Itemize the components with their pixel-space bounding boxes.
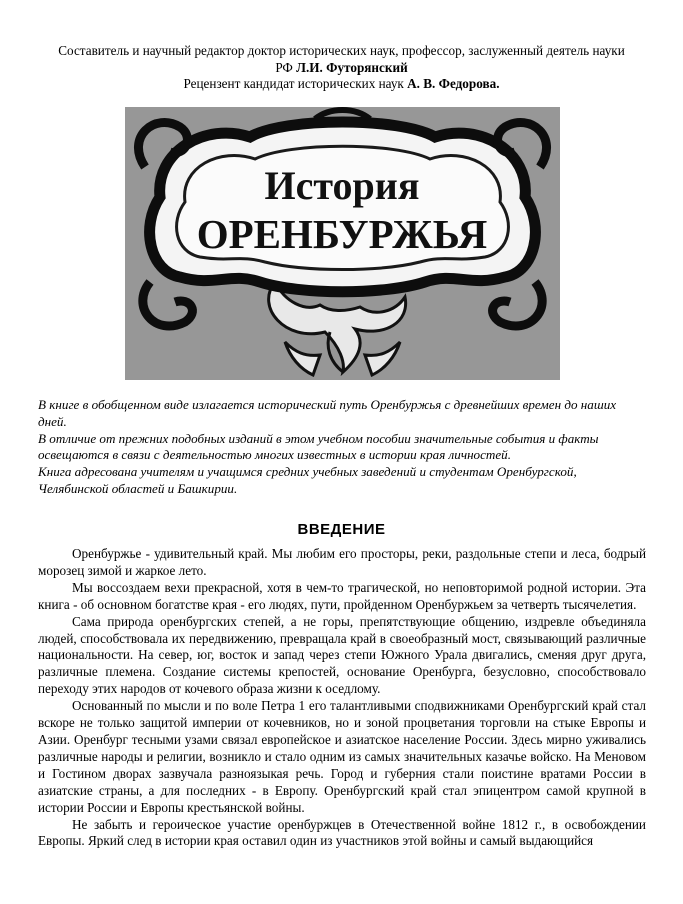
editor-name: Л.И. Футорянский xyxy=(296,59,408,75)
body-paragraph: Мы воссоздаем вехи прекрасной, хотя в чем-то трагической, но неповторимой родной истории. Эта книга - об основном богатстве края - его людях, пути, пройденном Оренбуржьем за четверть тысячелетия. xyxy=(38,579,646,612)
editor-name-line xyxy=(36,60,647,77)
editor-line: Составитель и научный редактор доктор исторических наук, профессор, заслуженный деятель науки xyxy=(58,43,625,58)
annotation-paragraph: В книге в обобщенном виде излагается исторический путь Оренбуржья с древнейших времен до наших дней. xyxy=(38,397,617,429)
annotation-paragraph: В отличие от прежних подобных изданий в этом учебном пособии значительные события и факты освещаются в связи с деятельностью многих известных в истории края личностей. xyxy=(38,430,599,463)
cover-title-line1: История xyxy=(264,163,420,208)
reviewer-line xyxy=(36,76,647,93)
cover-title-line2: ОРЕНБУРЖЬЯ xyxy=(196,211,488,257)
introduction-text xyxy=(38,546,646,850)
editor-name-prefix: РФ xyxy=(275,59,297,75)
book-annotation xyxy=(38,397,648,498)
annotation-paragraph: Книга адресована учителям и учащимся средних учебных заведений и студентам Оренбургской, Челябинской областей и Башкирии. xyxy=(38,464,577,496)
body-paragraph: Сама природа оренбургских степей, а не горы, препятствующие общению, издревле объединяла людей, способствовала их передвижению, превращала край в своеобразный мост, связывающий различные национальности. На север, юг, восток и запад через степи Южного Урала двигались, сменяя друг друга, различные племена. Создание системы крепостей, основание Оренбурга, безусловно, способствовало переходу этих народов от кочевого образа жизни к оседлому. xyxy=(38,613,646,697)
body-paragraph: Оренбуржье - удивительный край. Мы любим его просторы, реки, раздольные степи и леса, бодрый морозец зимой и жаркое лето. xyxy=(38,546,646,578)
section-heading: ВВЕДЕНИЕ xyxy=(297,521,386,538)
reviewer-prefix: Рецензент кандидат исторических наук xyxy=(183,76,408,91)
body-paragraph: Не забыть и героическое участие оренбуржцев в Отечественной войне 1812 г., в освобождении Европы. Яркий след в истории края оставил один из участников этой войны и самый выдающийся xyxy=(38,816,646,849)
cover-illustration xyxy=(125,107,560,380)
credits-block xyxy=(36,43,647,93)
body-paragraph: Основанный по мысли и по воле Петра 1 его талантливыми сподвижниками Оренбургский край стал вскоре не только защитой империи от кочевников, но и зоной процветания торговли на стыке Европы и Азии. Оренбург тесными узами связал европейское и азиатское население России. Здесь мирно уживались различные народы и религии, возникло и стало одним из самых значительных казачье войско. На Меновом и Гостином дворах зазвучала разноязыкая речь. Город и губерния стали поистине вратами России в азиатские страны, а для последних - в Европу. Оренбургский край стал эпицентром самой крупной в истории России и Европы крестьянской войны. xyxy=(38,698,646,815)
reviewer-name: А. В. Федорова. xyxy=(407,76,500,91)
